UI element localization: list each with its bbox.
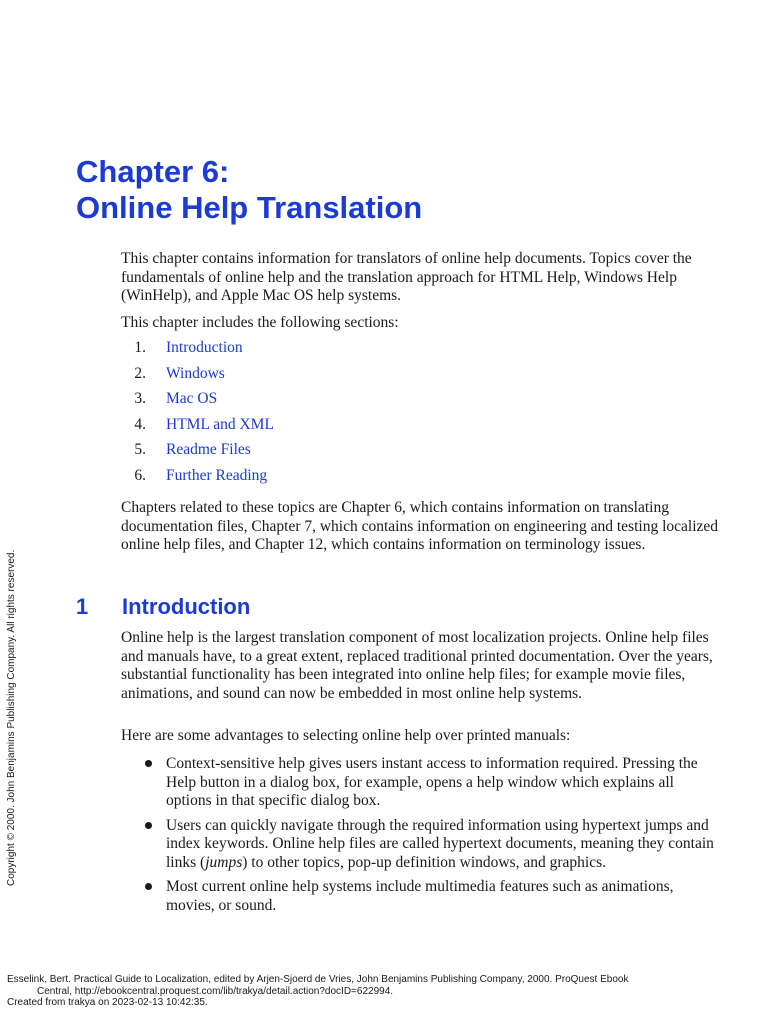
section-link-introduction[interactable]: Introduction	[166, 339, 243, 356]
section-link-further-reading[interactable]: Further Reading	[166, 466, 268, 484]
section-list-item	[121, 390, 274, 416]
chapter-number: Chapter 6:	[76, 154, 230, 189]
introduction-paragraph: Online help is the largest translation component of most localization projects. Online help files and manuals have, to a great extent, replaced traditional printed documentation. Over the years, substantial functionality has been integrated into online help files; for example movie files, animations, and sound can now be embedded in most online help systems.	[121, 629, 713, 702]
section-list	[121, 339, 274, 492]
chapter-title	[76, 154, 422, 226]
section-list-item	[121, 467, 274, 493]
includes-text: This chapter includes the following sections:	[121, 314, 399, 331]
section-number: 1.	[134, 339, 146, 356]
section-link-mac-os[interactable]: Mac OS	[166, 390, 218, 407]
section-link-html-and-xml[interactable]: HTML and XML	[166, 415, 274, 433]
advantages-intro: Here are some advantages to selecting online help over printed manuals:	[121, 727, 571, 744]
bullet-icon	[145, 760, 152, 767]
section-number: 3.	[134, 390, 146, 407]
bullet-text: Context-sensitive help gives users instant access to information required. Pressing the Help button in a dialog box, for example, opens a help window which explains all options in that specific dialog box.	[166, 755, 698, 809]
footer-created-line: Created from trakya on 2023-02-13 10:42:35.	[7, 997, 208, 1008]
page-footer	[7, 974, 747, 1009]
footer-citation-line1: Esselink, Bert. Practical Guide to Localization, edited by Arjen-Sjoerd de Vries, John Benjamins Publishing Company, 2000. ProQuest Ebook	[7, 974, 629, 985]
section-heading-number: 1	[76, 594, 89, 619]
section-link-readme-files[interactable]: Readme Files	[166, 441, 251, 458]
bullet-text-before: Users can quickly navigate through the required information using hypertext jumps and index keywords. Online help files are called hypertext documents, meaning they contain links (	[166, 816, 714, 871]
section-list-item	[121, 339, 274, 365]
section-number: 2.	[134, 364, 146, 382]
bullet-item	[121, 817, 721, 873]
section-list-item	[121, 416, 274, 442]
advantages-list	[121, 755, 721, 921]
section-number: 5.	[134, 441, 146, 458]
bullet-icon	[145, 822, 152, 829]
footer-citation-line2: Central, http://ebookcentral.proquest.com/lib/trakya/detail.action?docID=622994.	[37, 985, 394, 997]
bullet-text: Most current online help systems include multimedia features such as animations, movies, or sound.	[166, 878, 674, 914]
intro-paragraph: This chapter contains information for translators of online help documents. Topics cover the fundamentals of online help and the translation approach for HTML Help, Windows Help (WinHelp), and Apple Mac OS help systems.	[121, 250, 692, 304]
section-number: 4.	[134, 415, 146, 433]
bullet-item	[121, 755, 721, 811]
side-copyright-notice: Copyright © 2000. John Benjamins Publishing Company. All rights reserved.	[6, 549, 17, 886]
bullet-text-after: ) to other topics, pop-up definition windows, and graphics.	[242, 853, 606, 871]
section-heading-introduction	[76, 593, 250, 621]
section-heading-title: Introduction	[122, 594, 251, 619]
related-chapters-paragraph: Chapters related to these topics are Chapter 6, which contains information on translating documentation files, Chapter 7, which contains information on engineering and testing localized online help files, and Chapter 12, which contains information on terminology issues.	[121, 499, 719, 553]
bullet-item	[121, 878, 721, 915]
bullet-text-italic: jumps	[205, 853, 243, 871]
chapter-name: Online Help Translation	[76, 190, 423, 225]
section-list-item	[121, 441, 274, 467]
section-link-windows[interactable]: Windows	[166, 364, 225, 382]
bullet-icon	[145, 883, 152, 890]
section-list-item	[121, 365, 274, 391]
section-number: 6.	[134, 466, 146, 484]
